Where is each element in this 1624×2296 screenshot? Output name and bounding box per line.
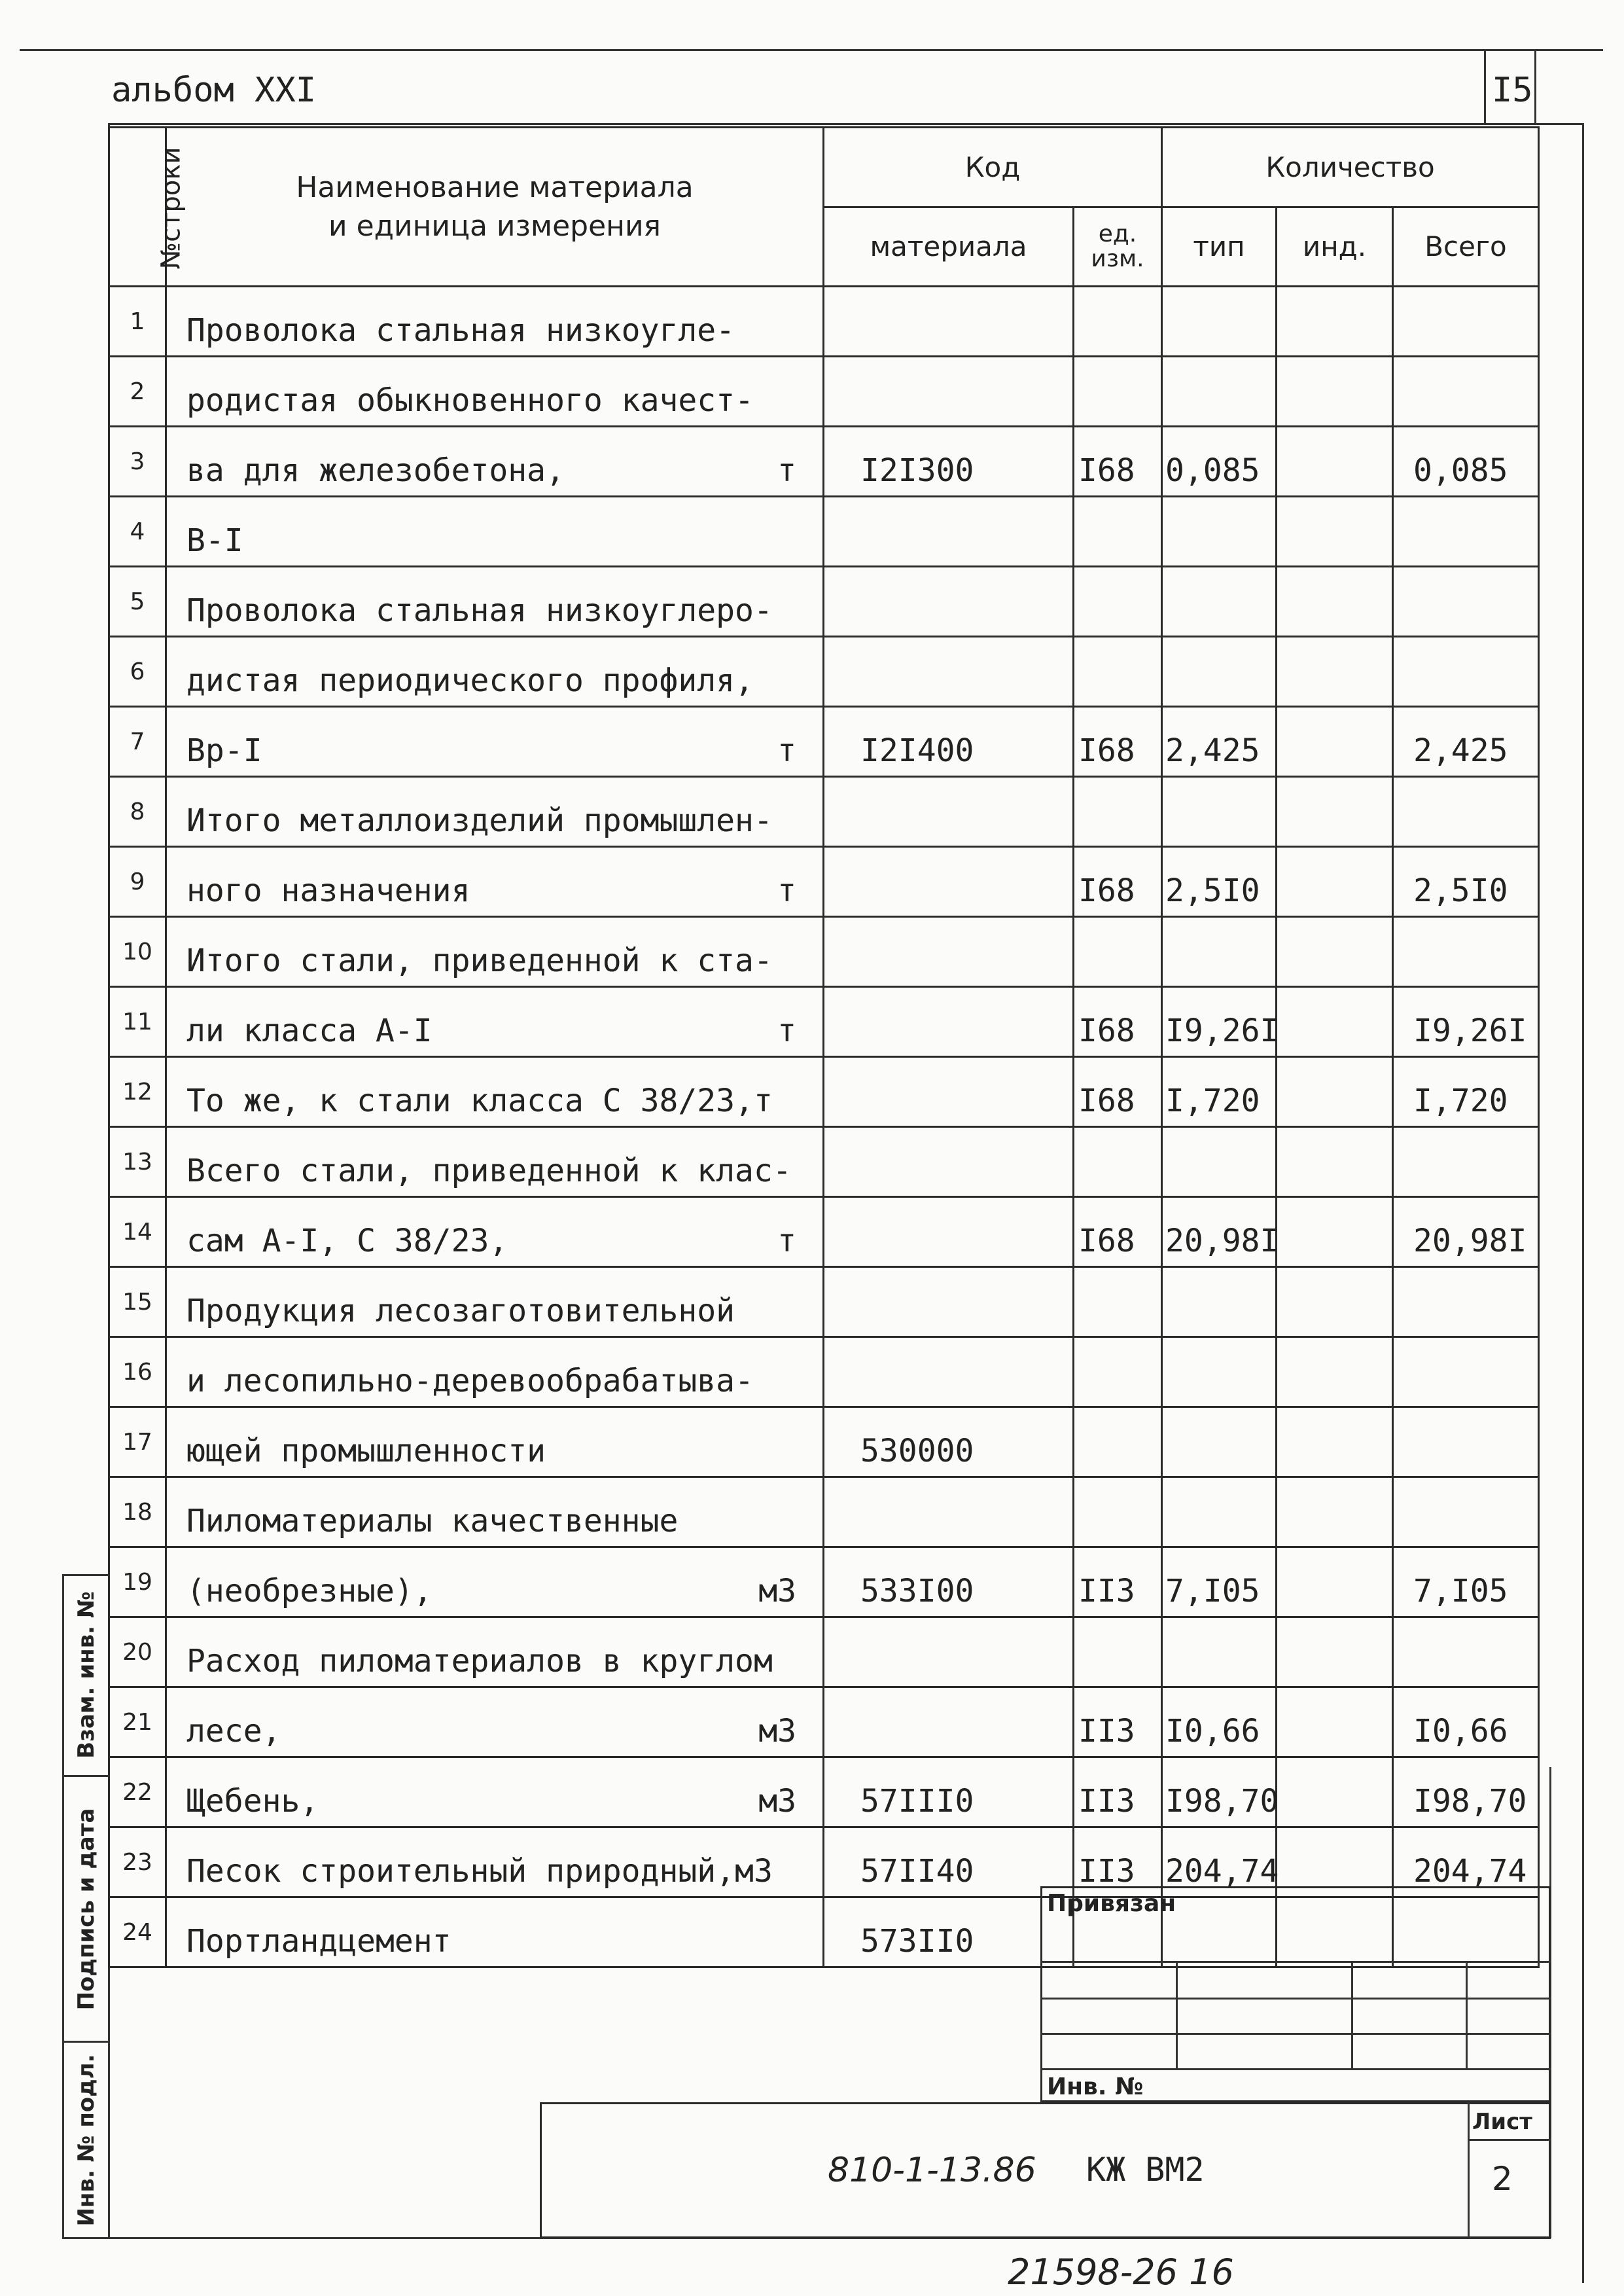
- table-row: [109, 987, 1539, 1057]
- material-name-cell: Пиломатериалы качественные: [166, 1477, 824, 1547]
- table-row: [109, 1687, 1539, 1757]
- qty-total-cell: I,720: [1393, 1057, 1539, 1127]
- qty-total-cell: [1393, 357, 1539, 427]
- unit-code-cell: [1074, 1407, 1162, 1477]
- material-name-cell: дистая периодического профиля,: [166, 637, 824, 707]
- unit-code-cell: [1074, 1127, 1162, 1197]
- row-number-cell: 22: [109, 1757, 166, 1827]
- unit-code-cell: [1074, 1617, 1162, 1687]
- top-frame-line: [20, 49, 1603, 51]
- qty-total-cell: [1393, 1617, 1539, 1687]
- row-number-cell: 1: [109, 287, 166, 357]
- qty-typ-cell: [1162, 917, 1277, 987]
- material-code-cell: 530000: [824, 1407, 1074, 1477]
- material-code-cell: [824, 1477, 1074, 1547]
- unit-code-cell: I68: [1074, 427, 1162, 497]
- table-row: [109, 707, 1539, 777]
- qty-total-cell: [1393, 287, 1539, 357]
- row-number-cell: 9: [109, 847, 166, 917]
- row-number-cell: 3: [109, 427, 166, 497]
- header-qty-ind: инд.: [1277, 207, 1393, 287]
- material-code-cell: [824, 1687, 1074, 1757]
- table-row: [109, 1127, 1539, 1197]
- unit-code-cell: I68: [1074, 987, 1162, 1057]
- unit-code-cell: I68: [1074, 707, 1162, 777]
- sheet-col-line: [1468, 2102, 1470, 2238]
- privyazan-row-2: [1040, 1998, 1551, 2000]
- header-code-unit: ед. изм.: [1074, 207, 1162, 287]
- qty-typ-cell: 204,74: [1162, 1827, 1277, 1897]
- material-code-cell: [824, 1337, 1074, 1407]
- qty-total-cell: 7,I05: [1393, 1547, 1539, 1617]
- sheet-label-line: [1468, 2139, 1551, 2141]
- unit-label: т: [777, 1223, 796, 1259]
- qty-ind-cell: [1277, 287, 1393, 357]
- qty-ind-cell: [1277, 567, 1393, 637]
- qty-typ-cell: [1162, 1337, 1277, 1407]
- row-number-cell: 13: [109, 1127, 166, 1197]
- row-number-cell: 12: [109, 1057, 166, 1127]
- unit-code-cell: II3: [1074, 1827, 1162, 1897]
- unit-label: м3: [758, 1783, 796, 1820]
- qty-total-cell: [1393, 637, 1539, 707]
- table-row: [109, 357, 1539, 427]
- qty-total-cell: [1393, 1127, 1539, 1197]
- archive-number: 21598-26 16: [1008, 2251, 1234, 2293]
- qty-ind-cell: [1277, 777, 1393, 847]
- unit-label: т: [777, 452, 796, 489]
- row-number-cell: 24: [109, 1897, 166, 1967]
- material-code-cell: [824, 637, 1074, 707]
- stamp-podpis-data: Подпись и дата: [73, 1808, 99, 2010]
- material-name-cell: и лесопильно-деревообрабатыва-: [166, 1337, 824, 1407]
- table-row: [109, 637, 1539, 707]
- qty-ind-cell: [1277, 1057, 1393, 1127]
- qty-typ-cell: I,720: [1162, 1057, 1277, 1127]
- unit-code-cell: [1074, 637, 1162, 707]
- designation-box: [540, 2102, 1551, 2238]
- header-qty-group: Количество: [1162, 128, 1539, 207]
- row-number-cell: 4: [109, 497, 166, 567]
- table-row: [109, 497, 1539, 567]
- qty-typ-cell: 2,425: [1162, 707, 1277, 777]
- row-number-cell: 16: [109, 1337, 166, 1407]
- qty-ind-cell: [1277, 1757, 1393, 1827]
- row-number-cell: 10: [109, 917, 166, 987]
- page-number: I5: [1492, 71, 1533, 110]
- material-name-cell: То же, к стали класса С 38/23,т: [166, 1057, 824, 1127]
- qty-typ-cell: [1162, 1127, 1277, 1197]
- unit-code-cell: [1074, 917, 1162, 987]
- unit-code-cell: [1074, 357, 1162, 427]
- material-code-cell: 533I00: [824, 1547, 1074, 1617]
- row-number-cell: 14: [109, 1197, 166, 1267]
- row-number-cell: 18: [109, 1477, 166, 1547]
- qty-typ-cell: 20,98I: [1162, 1197, 1277, 1267]
- unit-label: м3: [758, 1573, 796, 1609]
- row-number-cell: 7: [109, 707, 166, 777]
- table-row: [109, 777, 1539, 847]
- material-name-cell: Итого металлоизделий промышлен-: [166, 777, 824, 847]
- qty-typ-cell: [1162, 637, 1277, 707]
- material-name-cell: Щебень, м3: [166, 1757, 824, 1827]
- page-number-box-right: [1534, 49, 1536, 123]
- unit-code-cell: [1074, 287, 1162, 357]
- header-code-material: материала: [824, 207, 1074, 287]
- qty-total-cell: 20,98I: [1393, 1197, 1539, 1267]
- privyazan-row-3: [1040, 2033, 1551, 2035]
- qty-typ-cell: I98,70: [1162, 1757, 1277, 1827]
- qty-total-cell: [1393, 1337, 1539, 1407]
- qty-ind-cell: [1277, 1197, 1393, 1267]
- qty-typ-cell: [1162, 777, 1277, 847]
- page-number-box-left: [1484, 49, 1486, 123]
- table-row: [109, 917, 1539, 987]
- unit-label: т: [777, 732, 796, 769]
- qty-typ-cell: [1162, 1407, 1277, 1477]
- qty-ind-cell: [1277, 987, 1393, 1057]
- album-title: альбом XXI: [111, 71, 317, 110]
- table-row: [109, 567, 1539, 637]
- material-code-cell: [824, 987, 1074, 1057]
- qty-ind-cell: [1277, 427, 1393, 497]
- qty-ind-cell: [1277, 1547, 1393, 1617]
- qty-total-cell: [1393, 777, 1539, 847]
- material-name-cell: ли класса А-I т: [166, 987, 824, 1057]
- table-row: [109, 1267, 1539, 1337]
- qty-ind-cell: [1277, 1267, 1393, 1337]
- row-number-cell: 2: [109, 357, 166, 427]
- unit-code-cell: II3: [1074, 1757, 1162, 1827]
- row-number-cell: 20: [109, 1617, 166, 1687]
- qty-typ-cell: [1162, 1267, 1277, 1337]
- table-row: [109, 1757, 1539, 1827]
- row-number-cell: 17: [109, 1407, 166, 1477]
- unit-label: т: [777, 1013, 796, 1049]
- table-row: [109, 1337, 1539, 1407]
- material-name-cell: Расход пиломатериалов в круглом: [166, 1617, 824, 1687]
- qty-typ-cell: [1162, 497, 1277, 567]
- header-qty-typ: тип: [1162, 207, 1277, 287]
- header-code-group: Код: [824, 128, 1162, 207]
- qty-total-cell: 0,085: [1393, 427, 1539, 497]
- material-code-cell: [824, 777, 1074, 847]
- material-name-cell: Итого стали, приведенной к ста-: [166, 917, 824, 987]
- material-code-cell: [824, 287, 1074, 357]
- material-code-cell: [824, 917, 1074, 987]
- qty-typ-cell: [1162, 357, 1277, 427]
- materials-table: [108, 126, 1540, 1968]
- designation-mark: КЖ ВМ2: [1086, 2151, 1205, 2189]
- qty-total-cell: I9,26I: [1393, 987, 1539, 1057]
- material-code-cell: 573II0: [824, 1897, 1074, 1967]
- material-code-cell: [824, 357, 1074, 427]
- material-code-cell: I2I300: [824, 427, 1074, 497]
- material-code-cell: I2I400: [824, 707, 1074, 777]
- right-frame-line: [1582, 123, 1584, 2283]
- material-code-cell: 57III0: [824, 1757, 1074, 1827]
- qty-total-cell: I0,66: [1393, 1687, 1539, 1757]
- material-name-cell: В-I: [166, 497, 824, 567]
- qty-typ-cell: I0,66: [1162, 1687, 1277, 1757]
- unit-code-cell: [1074, 1477, 1162, 1547]
- qty-total-cell: [1393, 1267, 1539, 1337]
- material-name-cell: Проволока стальная низкоугле-: [166, 287, 824, 357]
- row-number-cell: 8: [109, 777, 166, 847]
- sheet-number: 2: [1492, 2160, 1513, 2198]
- qty-ind-cell: [1277, 1477, 1393, 1547]
- privyazan-col-2: [1351, 1961, 1353, 2068]
- qty-ind-cell: [1277, 707, 1393, 777]
- table-row: [109, 1477, 1539, 1547]
- row-number-cell: 15: [109, 1267, 166, 1337]
- material-name-cell: (необрезные), м3: [166, 1547, 824, 1617]
- privyazan-row-4: [1040, 2068, 1551, 2070]
- material-code-cell: [824, 1057, 1074, 1127]
- qty-typ-cell: 2,5I0: [1162, 847, 1277, 917]
- header-name: Наименование материала и единица измерения: [166, 128, 824, 287]
- material-name-cell: ного назначения т: [166, 847, 824, 917]
- unit-code-cell: [1074, 1337, 1162, 1407]
- header-qty-total: Всего: [1393, 207, 1539, 287]
- privyazan-row-1: [1040, 1961, 1551, 1963]
- inv-no-label: Инв. №: [1047, 2073, 1144, 2100]
- qty-ind-cell: [1277, 1337, 1393, 1407]
- row-number-cell: 23: [109, 1827, 166, 1897]
- material-name-cell: сам А-I, С 38/23, т: [166, 1197, 824, 1267]
- qty-typ-cell: [1162, 1477, 1277, 1547]
- qty-ind-cell: [1277, 1407, 1393, 1477]
- material-code-cell: [824, 1127, 1074, 1197]
- qty-ind-cell: [1277, 1617, 1393, 1687]
- qty-ind-cell: [1277, 847, 1393, 917]
- unit-label: м3: [758, 1713, 796, 1749]
- header-bottom-line: [108, 123, 1583, 125]
- material-name-cell: Продукция лесозаготовительной: [166, 1267, 824, 1337]
- row-number-cell: 6: [109, 637, 166, 707]
- qty-typ-cell: 7,I05: [1162, 1547, 1277, 1617]
- unit-code-cell: [1074, 567, 1162, 637]
- material-name-cell: Вр-I т: [166, 707, 824, 777]
- row-number-cell: 5: [109, 567, 166, 637]
- table-row: [109, 287, 1539, 357]
- unit-code-cell: II3: [1074, 1547, 1162, 1617]
- stamp-inv-podl: Инв. № подл.: [73, 2053, 99, 2227]
- row-number-cell: 11: [109, 987, 166, 1057]
- unit-code-cell: I68: [1074, 1197, 1162, 1267]
- qty-total-cell: 2,425: [1393, 707, 1539, 777]
- qty-ind-cell: [1277, 917, 1393, 987]
- material-code-cell: [824, 567, 1074, 637]
- material-code-cell: 57II40: [824, 1827, 1074, 1897]
- material-name-cell: родистая обыкновенного качест-: [166, 357, 824, 427]
- material-code-cell: [824, 1197, 1074, 1267]
- qty-total-cell: [1393, 497, 1539, 567]
- table-row: [109, 427, 1539, 497]
- designation-code: 810-1-13.86: [828, 2151, 1036, 2190]
- table-row: [109, 1547, 1539, 1617]
- sheet-label: Лист: [1472, 2109, 1532, 2135]
- header-row-no: №строки: [109, 128, 166, 287]
- privyazan-label: Привязан: [1047, 1890, 1176, 1917]
- unit-code-cell: I68: [1074, 1057, 1162, 1127]
- material-name-cell: Песок строительный природный,м3: [166, 1827, 824, 1897]
- qty-total-cell: 204,74: [1393, 1827, 1539, 1897]
- table-row: [109, 1617, 1539, 1687]
- qty-ind-cell: [1277, 637, 1393, 707]
- material-name-cell: лесе, м3: [166, 1687, 824, 1757]
- stamp-vzam-inv: Взам. инв. №: [73, 1590, 99, 1759]
- row-number-cell: 21: [109, 1687, 166, 1757]
- privyazan-col-3: [1466, 1961, 1468, 2068]
- qty-ind-cell: [1277, 497, 1393, 567]
- material-name-cell: ющей промышленности: [166, 1407, 824, 1477]
- qty-total-cell: I98,70: [1393, 1757, 1539, 1827]
- qty-total-cell: 2,5I0: [1393, 847, 1539, 917]
- material-code-cell: [824, 1617, 1074, 1687]
- row-number-cell: 19: [109, 1547, 166, 1617]
- qty-ind-cell: [1277, 357, 1393, 427]
- table-row: [109, 1057, 1539, 1127]
- unit-code-cell: [1074, 497, 1162, 567]
- qty-typ-cell: [1162, 287, 1277, 357]
- material-name-cell: Всего стали, приведенной к клас-: [166, 1127, 824, 1197]
- table-row: [109, 1197, 1539, 1267]
- qty-typ-cell: I9,26I: [1162, 987, 1277, 1057]
- qty-typ-cell: [1162, 567, 1277, 637]
- privyazan-col-1: [1176, 1961, 1178, 2068]
- material-name-cell: Портландцемент: [166, 1897, 824, 1967]
- material-code-cell: [824, 847, 1074, 917]
- qty-typ-cell: 0,085: [1162, 427, 1277, 497]
- material-name-cell: ва для железобетона, т: [166, 427, 824, 497]
- table-row: [109, 847, 1539, 917]
- qty-ind-cell: [1277, 1127, 1393, 1197]
- material-code-cell: [824, 497, 1074, 567]
- unit-code-cell: [1074, 1267, 1162, 1337]
- qty-total-cell: [1393, 1407, 1539, 1477]
- unit-code-cell: II3: [1074, 1687, 1162, 1757]
- table-row: [109, 1407, 1539, 1477]
- material-name-cell: Проволока стальная низкоуглеро-: [166, 567, 824, 637]
- material-code-cell: [824, 1267, 1074, 1337]
- unit-code-cell: [1074, 777, 1162, 847]
- qty-total-cell: [1393, 1477, 1539, 1547]
- qty-typ-cell: [1162, 1617, 1277, 1687]
- unit-label: т: [777, 872, 796, 909]
- qty-ind-cell: [1277, 1687, 1393, 1757]
- qty-total-cell: [1393, 567, 1539, 637]
- qty-total-cell: [1393, 917, 1539, 987]
- unit-code-cell: I68: [1074, 847, 1162, 917]
